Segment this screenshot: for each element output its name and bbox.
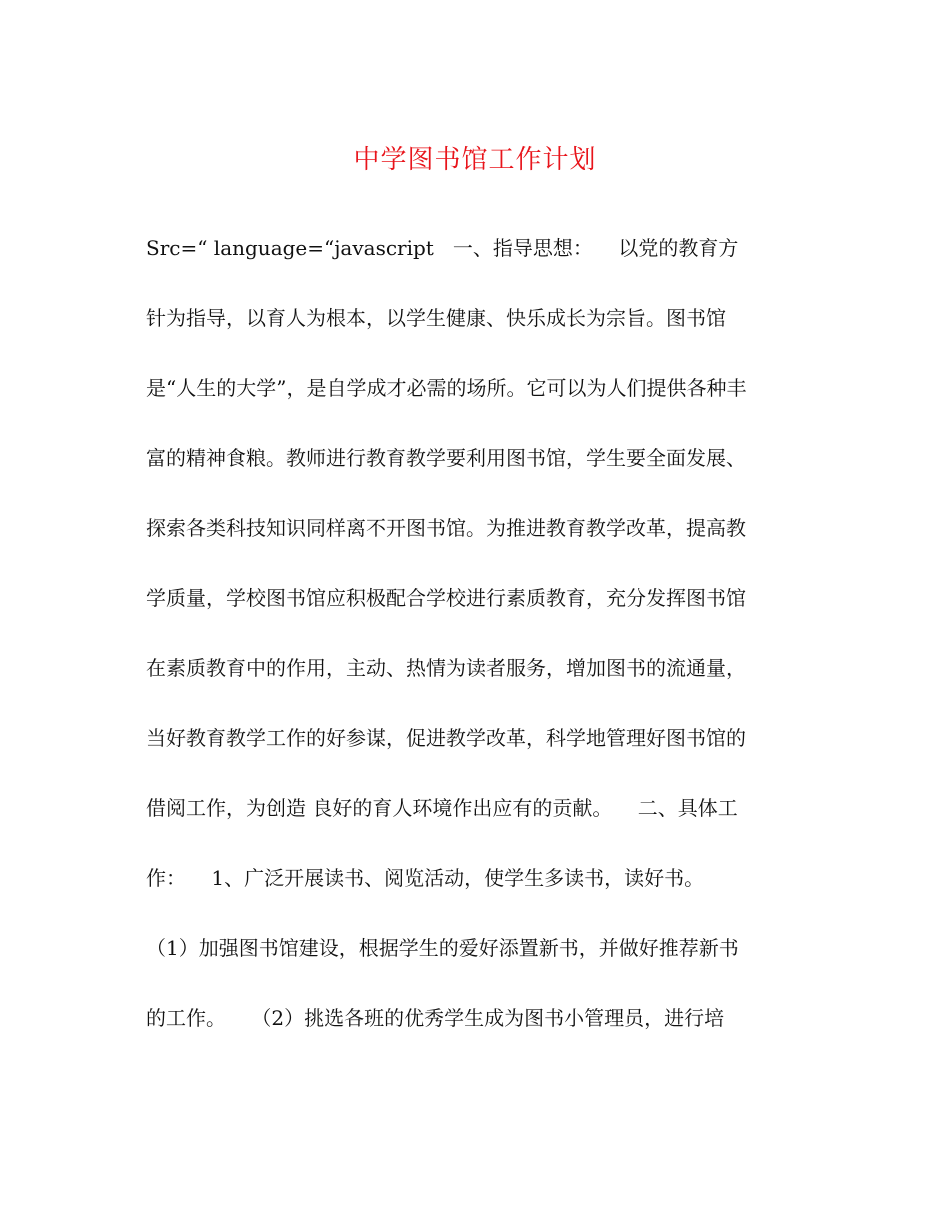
body-line: 的工作。 （2）挑选各班的优秀学生成为图书小管理员，进行培	[146, 1006, 725, 1030]
body-line: 探索各类科技知识同样离不开图书馆。为推进教育教学改革，提高教	[146, 516, 746, 540]
body-line: 借阅工作，为创造 良好的育人环境作出应有的贡献。 二、具体工	[146, 796, 738, 820]
body-line: 富的精神食粮。教师进行教育教学要利用图书馆，学生要全面发展、	[146, 446, 746, 470]
body-line: 当好教育教学工作的好参谋，促进教学改革，科学地管理好图书馆的	[146, 726, 746, 750]
body-line: 学质量，学校图书馆应积极配合学校进行素质教育，充分发挥图书馆	[146, 586, 746, 610]
body-line: 作： 1、广泛开展读书、阅览活动，使学生多读书，读好书。	[146, 866, 705, 890]
body-line: 是“人生的大学”，是自学成才必需的场所。它可以为人们提供各种丰	[146, 376, 747, 400]
body-line: 在素质教育中的作用，主动、热情为读者服务，增加图书的流通量，	[146, 656, 746, 680]
document-body	[146, 228, 816, 1068]
body-line: Src=“ language=“javascript 一、指导思想： 以党的教育方	[146, 236, 739, 260]
document-title: 中学图书馆工作计划	[353, 145, 597, 175]
body-line: （1）加强图书馆建设，根据学生的爱好添置新书，并做好推荐新书	[146, 936, 739, 960]
body-line: 针为指导，以育人为根本，以学生健康、快乐成长为宗旨。图书馆	[146, 306, 726, 330]
